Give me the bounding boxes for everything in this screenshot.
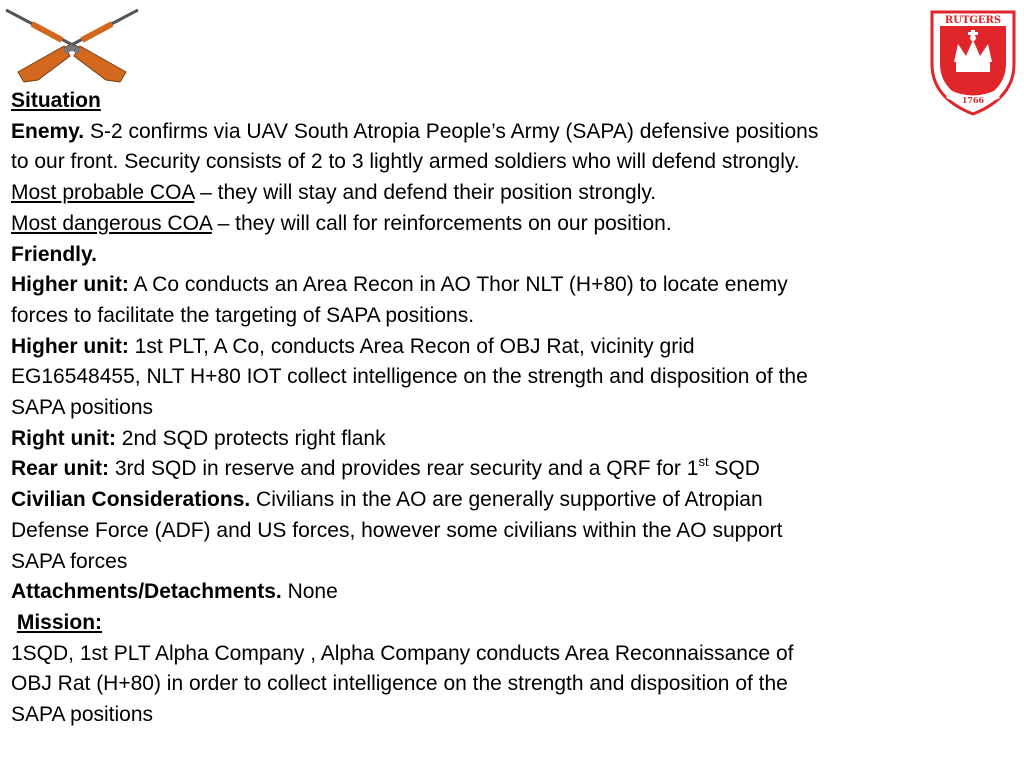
civilian-considerations-line-3: SAPA forces	[11, 549, 128, 573]
shield-top-text: RUTGERS	[944, 15, 1002, 26]
higher-unit-2-line-3: SAPA positions	[11, 396, 154, 420]
enemy-text: S-2 confirms via UAV South Atropia People’s Army (SAPA) defensive positions	[84, 119, 819, 143]
attachments-text: None	[281, 580, 338, 604]
right-unit-label: Right unit:	[11, 426, 116, 450]
friendly-label: Friendly.	[11, 242, 97, 266]
civilian-considerations-text: Civilians in the AO are generally supportive of Atropian	[250, 488, 763, 512]
mission-heading: Mission:	[16, 610, 103, 634]
most-dangerous-coa-line	[11, 209, 1011, 240]
rear-unit-superscript: st	[698, 454, 709, 470]
attachments-label: Attachments/Detachments.	[11, 580, 282, 604]
mission-line-2: OBJ Rat (H+80) in order to collect intelligence on the strength and disposition of the	[11, 672, 788, 696]
briefing-body	[11, 86, 1011, 731]
enemy-line-1	[11, 117, 1011, 148]
situation-heading: Situation	[11, 89, 101, 112]
rear-unit-text-end: SQD	[708, 457, 760, 481]
higher-unit-2-line-2: EG16548455, NLT H+80 IOT collect intelligence on the strength and disposition of the	[11, 365, 808, 389]
higher-unit-1-line-2: forces to facilitate the targeting of SAPA positions.	[11, 303, 475, 327]
civilian-considerations-label: Civilian Considerations.	[11, 488, 251, 512]
attachments-line	[11, 577, 1011, 608]
enemy-label: Enemy.	[11, 119, 85, 143]
mission-line-1: 1SQD, 1st PLT Alpha Company , Alpha Company conducts Area Reconnaissance of	[11, 641, 794, 665]
most-probable-coa-label: Most probable COA	[11, 181, 195, 205]
most-dangerous-coa-text: – they will call for reinforcements on our position.	[211, 211, 672, 235]
mission-line-3: SAPA positions	[11, 703, 154, 727]
rear-unit-text: 3rd SQD in reserve and provides rear security and a QRF for 1	[109, 457, 699, 481]
higher-unit-2-text: 1st PLT, A Co, conducts Area Recon of OBJ Rat, vicinity grid	[128, 334, 695, 358]
higher-unit-1-line-1	[11, 270, 1011, 301]
most-probable-coa-line	[11, 178, 1011, 209]
higher-unit-2-line-1	[11, 332, 1011, 363]
higher-unit-2-label: Higher unit:	[11, 334, 129, 358]
rear-unit-line	[11, 454, 1011, 485]
rear-unit-label: Rear unit:	[11, 457, 110, 481]
civilian-considerations-line-1	[11, 485, 1011, 516]
most-dangerous-coa-label: Most dangerous COA	[11, 211, 212, 235]
right-unit-line	[11, 424, 1011, 455]
higher-unit-1-label: Higher unit:	[11, 273, 129, 297]
mission-heading-line	[11, 608, 1011, 639]
right-unit-text: 2nd SQD protects right flank	[115, 426, 386, 450]
enemy-line-2: to our front. Security consists of 2 to 3 lightly armed soldiers who will defend strongly.	[11, 150, 800, 174]
civilian-considerations-line-2: Defense Force (ADF) and US forces, however some civilians within the AO support	[11, 518, 783, 542]
most-probable-coa-text: – they will stay and defend their position strongly.	[194, 181, 657, 205]
shield-year: 1766	[961, 95, 985, 105]
crossed-rifles-icon	[2, 2, 142, 86]
higher-unit-1-text: A Co conducts an Area Recon in AO Thor NLT (H+80) to locate enemy	[128, 273, 788, 297]
